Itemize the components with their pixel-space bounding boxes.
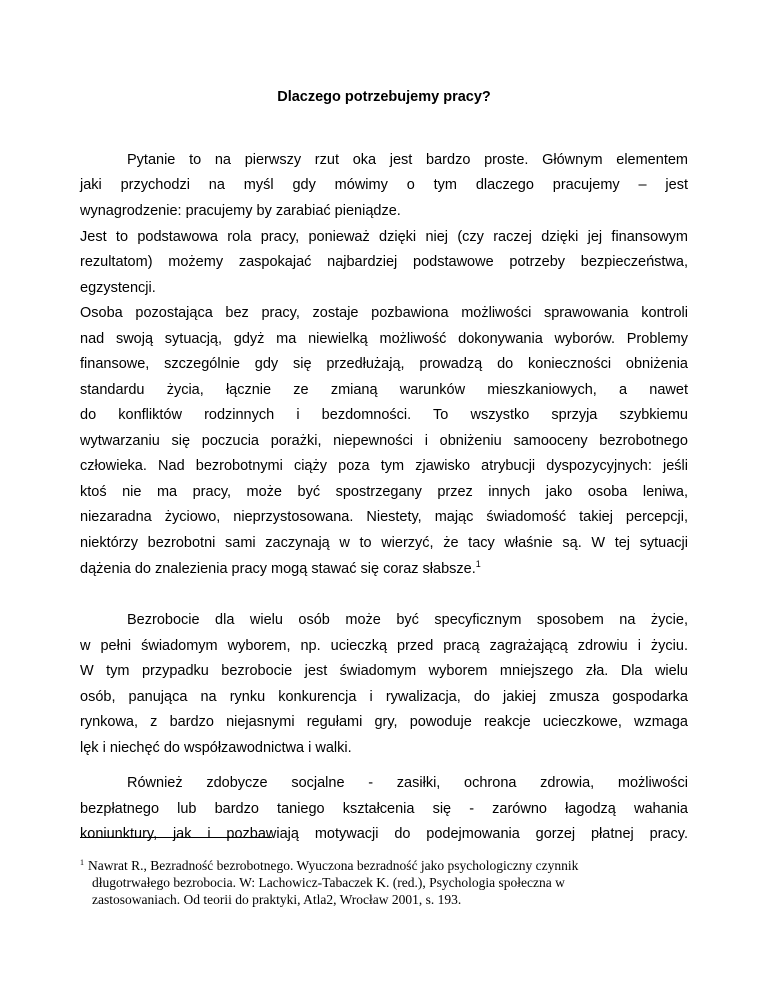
paragraph-3-line: finansowe, szczególnie gdy się przedłużają, prowadzą do konieczności obniżenia [80, 356, 688, 372]
paragraph-4-line: osób, panująca na rynku konkurencja i rywalizacja, do jakiej zmusza gospodarka [80, 689, 688, 705]
paragraph-3-line: nad swoją sytuacją, gdyż ma niewielką możliwość dokonywania wyborów. Problemy [80, 331, 688, 347]
paragraph-4-line: Bezrobocie dla wielu osób może być specyficznym sposobem na życie, [127, 612, 688, 628]
paragraph-4-line: lęk i niechęć do współzawodnictwa i walki. [80, 740, 352, 756]
paragraph-5-line: koniunktury, jak i pozbawiają motywacji do podejmowania gorzej płatnej pracy. [80, 826, 688, 842]
paragraph-1-line: jaki przychodzi na myśl gdy mówimy o tym dlaczego pracujemy – jest [80, 177, 688, 193]
paragraph-4-line: w pełni świadomym wyborem, np. ucieczką przed pracą zagrażającą zdrowiu i życiu. [80, 638, 688, 654]
footnote-line [80, 858, 700, 874]
paragraph-3-line: ktoś nie ma pracy, może być spostrzegany przez innych jako osoba leniwa, [80, 484, 688, 500]
paragraph-1-line: Pytanie to na pierwszy rzut oka jest bardzo proste. Głównym elementem [127, 152, 688, 168]
paragraph-2-line: rezultatom) możemy zaspokajać najbardziej podstawowe potrzeby bezpieczeństwa, [80, 254, 688, 270]
footnote-line-text: Nawrat R., Bezradność bezrobotnego. Wyuczona bezradność jako psychologiczny czynnik [88, 858, 579, 873]
footnote-separator [80, 837, 272, 838]
page-title: Dlaczego potrzebujemy pracy? [277, 89, 491, 105]
footnote-line: zastosowaniach. Od teorii do praktyki, Atla2, Wrocław 2001, s. 193. [92, 892, 462, 907]
paragraph-3-line: Osoba pozostająca bez pracy, zostaje pozbawiona możliwości sprawowania kontroli [80, 305, 688, 321]
footnote-marker: 1 [80, 857, 84, 867]
paragraph-3-line: niezaradna życiowo, nieprzystosowana. Niestety, mając świadomość takiej percepcji, [80, 509, 688, 525]
footnote-reference[interactable]: 1 [475, 559, 481, 570]
paragraph-2-line: egzystencji. [80, 280, 156, 296]
paragraph-4-line: rynkowa, z bardzo niejasnymi regułami gry, powoduje reakcje ucieczkowe, wzmaga [80, 714, 688, 730]
paragraph-5-line: Również zdobycze socjalne - zasiłki, ochrona zdrowia, możliwości [127, 775, 688, 791]
paragraph-3-line: wytwarzaniu się poczucia porażki, niepewności i obniżeniu samooceny bezrobotnego [80, 433, 688, 449]
paragraph-2-line: Jest to podstawowa rola pracy, ponieważ dzięki niej (czy raczej dzięki jej finansowym [80, 229, 688, 245]
paragraph-3-line: standardu życia, łącznie ze zmianą warunków mieszkaniowych, a nawet [80, 382, 688, 398]
paragraph-3-line: człowieka. Nad bezrobotnymi ciąży poza tym zjawisko atrybucji dyspozycyjnych: jeśli [80, 458, 688, 474]
paragraph-3-line-text: dążenia do znalezienia pracy mogą stawać się coraz słabsze. [80, 561, 476, 577]
footnote-line: długotrwałego bezrobocia. W: Lachowicz-Tabaczek K. (red.), Psychologia społeczna w [92, 875, 565, 890]
paragraph-5-line: bezpłatnego lub bardzo taniego kształcenia się - zarówno łagodzą wahania [80, 801, 688, 817]
paragraph-4-line: W tym przypadku bezrobocie jest świadomym wyborem mniejszego zła. Dla wielu [80, 663, 688, 679]
paragraph-3-line: do konfliktów rodzinnych i bezdomności. To wszystko sprzyja szybkiemu [80, 407, 688, 423]
paragraph-1-line: wynagrodzenie: pracujemy by zarabiać pieniądze. [80, 203, 401, 219]
paragraph-3-line: niektórzy bezrobotni sami zaczynają w to wierzyć, że tacy właśnie są. W tej sytuacji [80, 535, 688, 551]
paragraph-3-line-last [80, 558, 688, 580]
